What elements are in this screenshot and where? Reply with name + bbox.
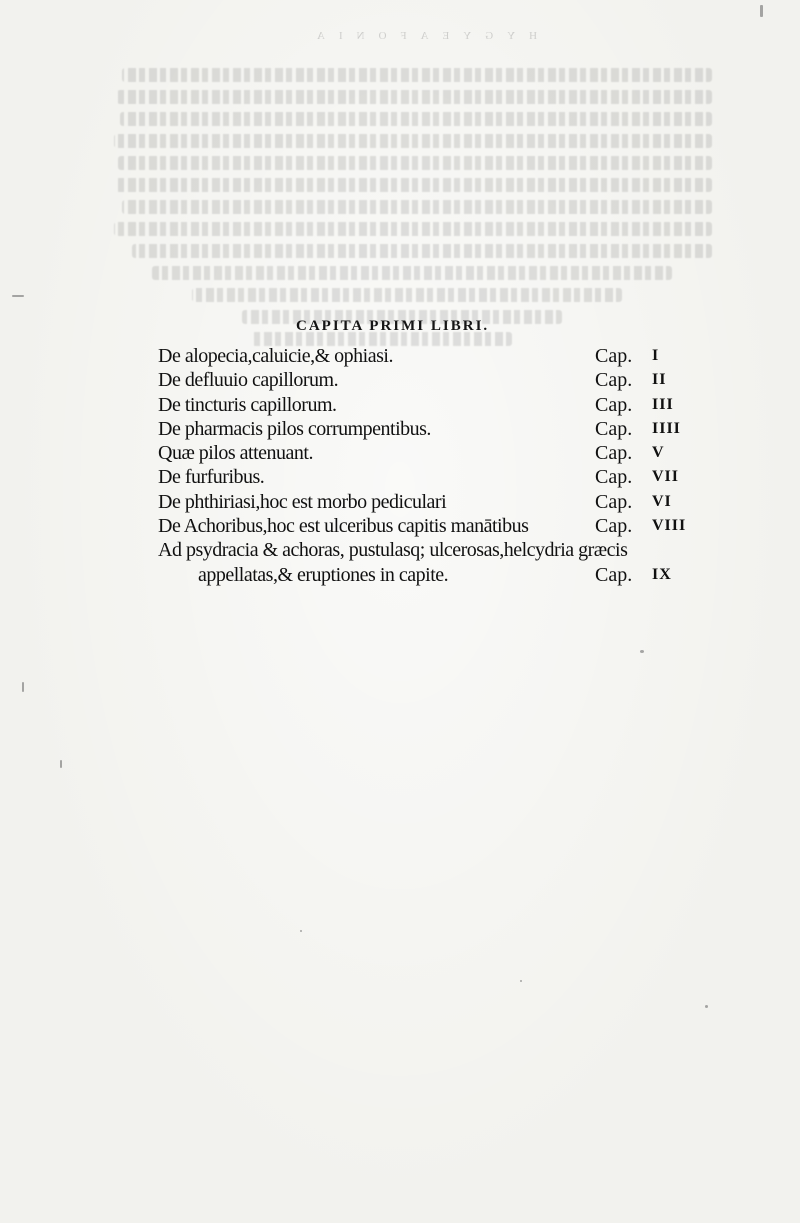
toc-entry-cap-label: Cap. [595,515,633,538]
toc-entry [158,344,704,368]
toc-entry [158,417,704,441]
toc-entry-chapter-number: V [652,444,665,462]
toc-entry-title: Quæ pilos attenuant. [158,442,313,465]
toc-entry [158,490,704,514]
toc-entry-title: De alopecia,caluicie,& ophiasi. [158,345,393,367]
toc-entry-chapter-number: III [652,395,674,413]
toc-entry-cap-label: Cap. [595,466,633,489]
toc-entry-chapter-number: VIII [652,517,687,535]
toc-entry-chapter-number: I [652,347,660,364]
toc-entry-cap-label: Cap. [595,490,633,513]
toc-entry-title: De furfuribus. [158,466,265,489]
toc-entry-chapter-number: II [652,371,667,389]
toc-entry [158,368,704,392]
table-of-contents [158,344,704,588]
toc-entry-cap-label: Cap. [595,393,633,416]
toc-entry-title: De pharmacis pilos corrumpentibus. [158,417,431,440]
toc-entry-cap-label: Cap. [595,442,633,465]
toc-heading: CAPITA PRIMI LIBRI. [296,318,490,334]
toc-entry-cap-label: Cap. [595,345,633,367]
toc-entry-chapter-number: VI [652,492,672,510]
toc-entry-cap-label: Cap. [595,369,633,392]
toc-entry [158,538,704,588]
toc-entry [158,393,704,417]
toc-entry [158,465,704,489]
toc-entry-title: De tincturis capillorum. [158,393,337,416]
toc-entry-title: De defluuio capillorum. [158,369,339,392]
toc-entry [158,441,704,465]
toc-entry-title: De Achoribus,hoc est ulceribus capitis manātibus [158,515,529,538]
toc-entry-chapter-number: IIII [652,419,681,437]
toc-entry-cap-label: Cap. [595,417,633,440]
toc-entry-title: Ad psydracia & achoras, pustulasq; ulcerosas,helcydria græcis [158,539,628,562]
bleed-through-running-head: HYGYEAFONIA [302,30,538,42]
toc-entry-title-continuation: appellatas,& eruptiones in capite. [198,564,449,587]
toc-entry-cap-label: Cap. [595,564,633,587]
toc-entry-chapter-number: VII [652,468,680,486]
toc-entry [158,514,704,538]
toc-entry-chapter-number: IX [652,566,672,584]
toc-entry-title: De phthiriasi,hoc est morbo pediculari [158,490,447,513]
